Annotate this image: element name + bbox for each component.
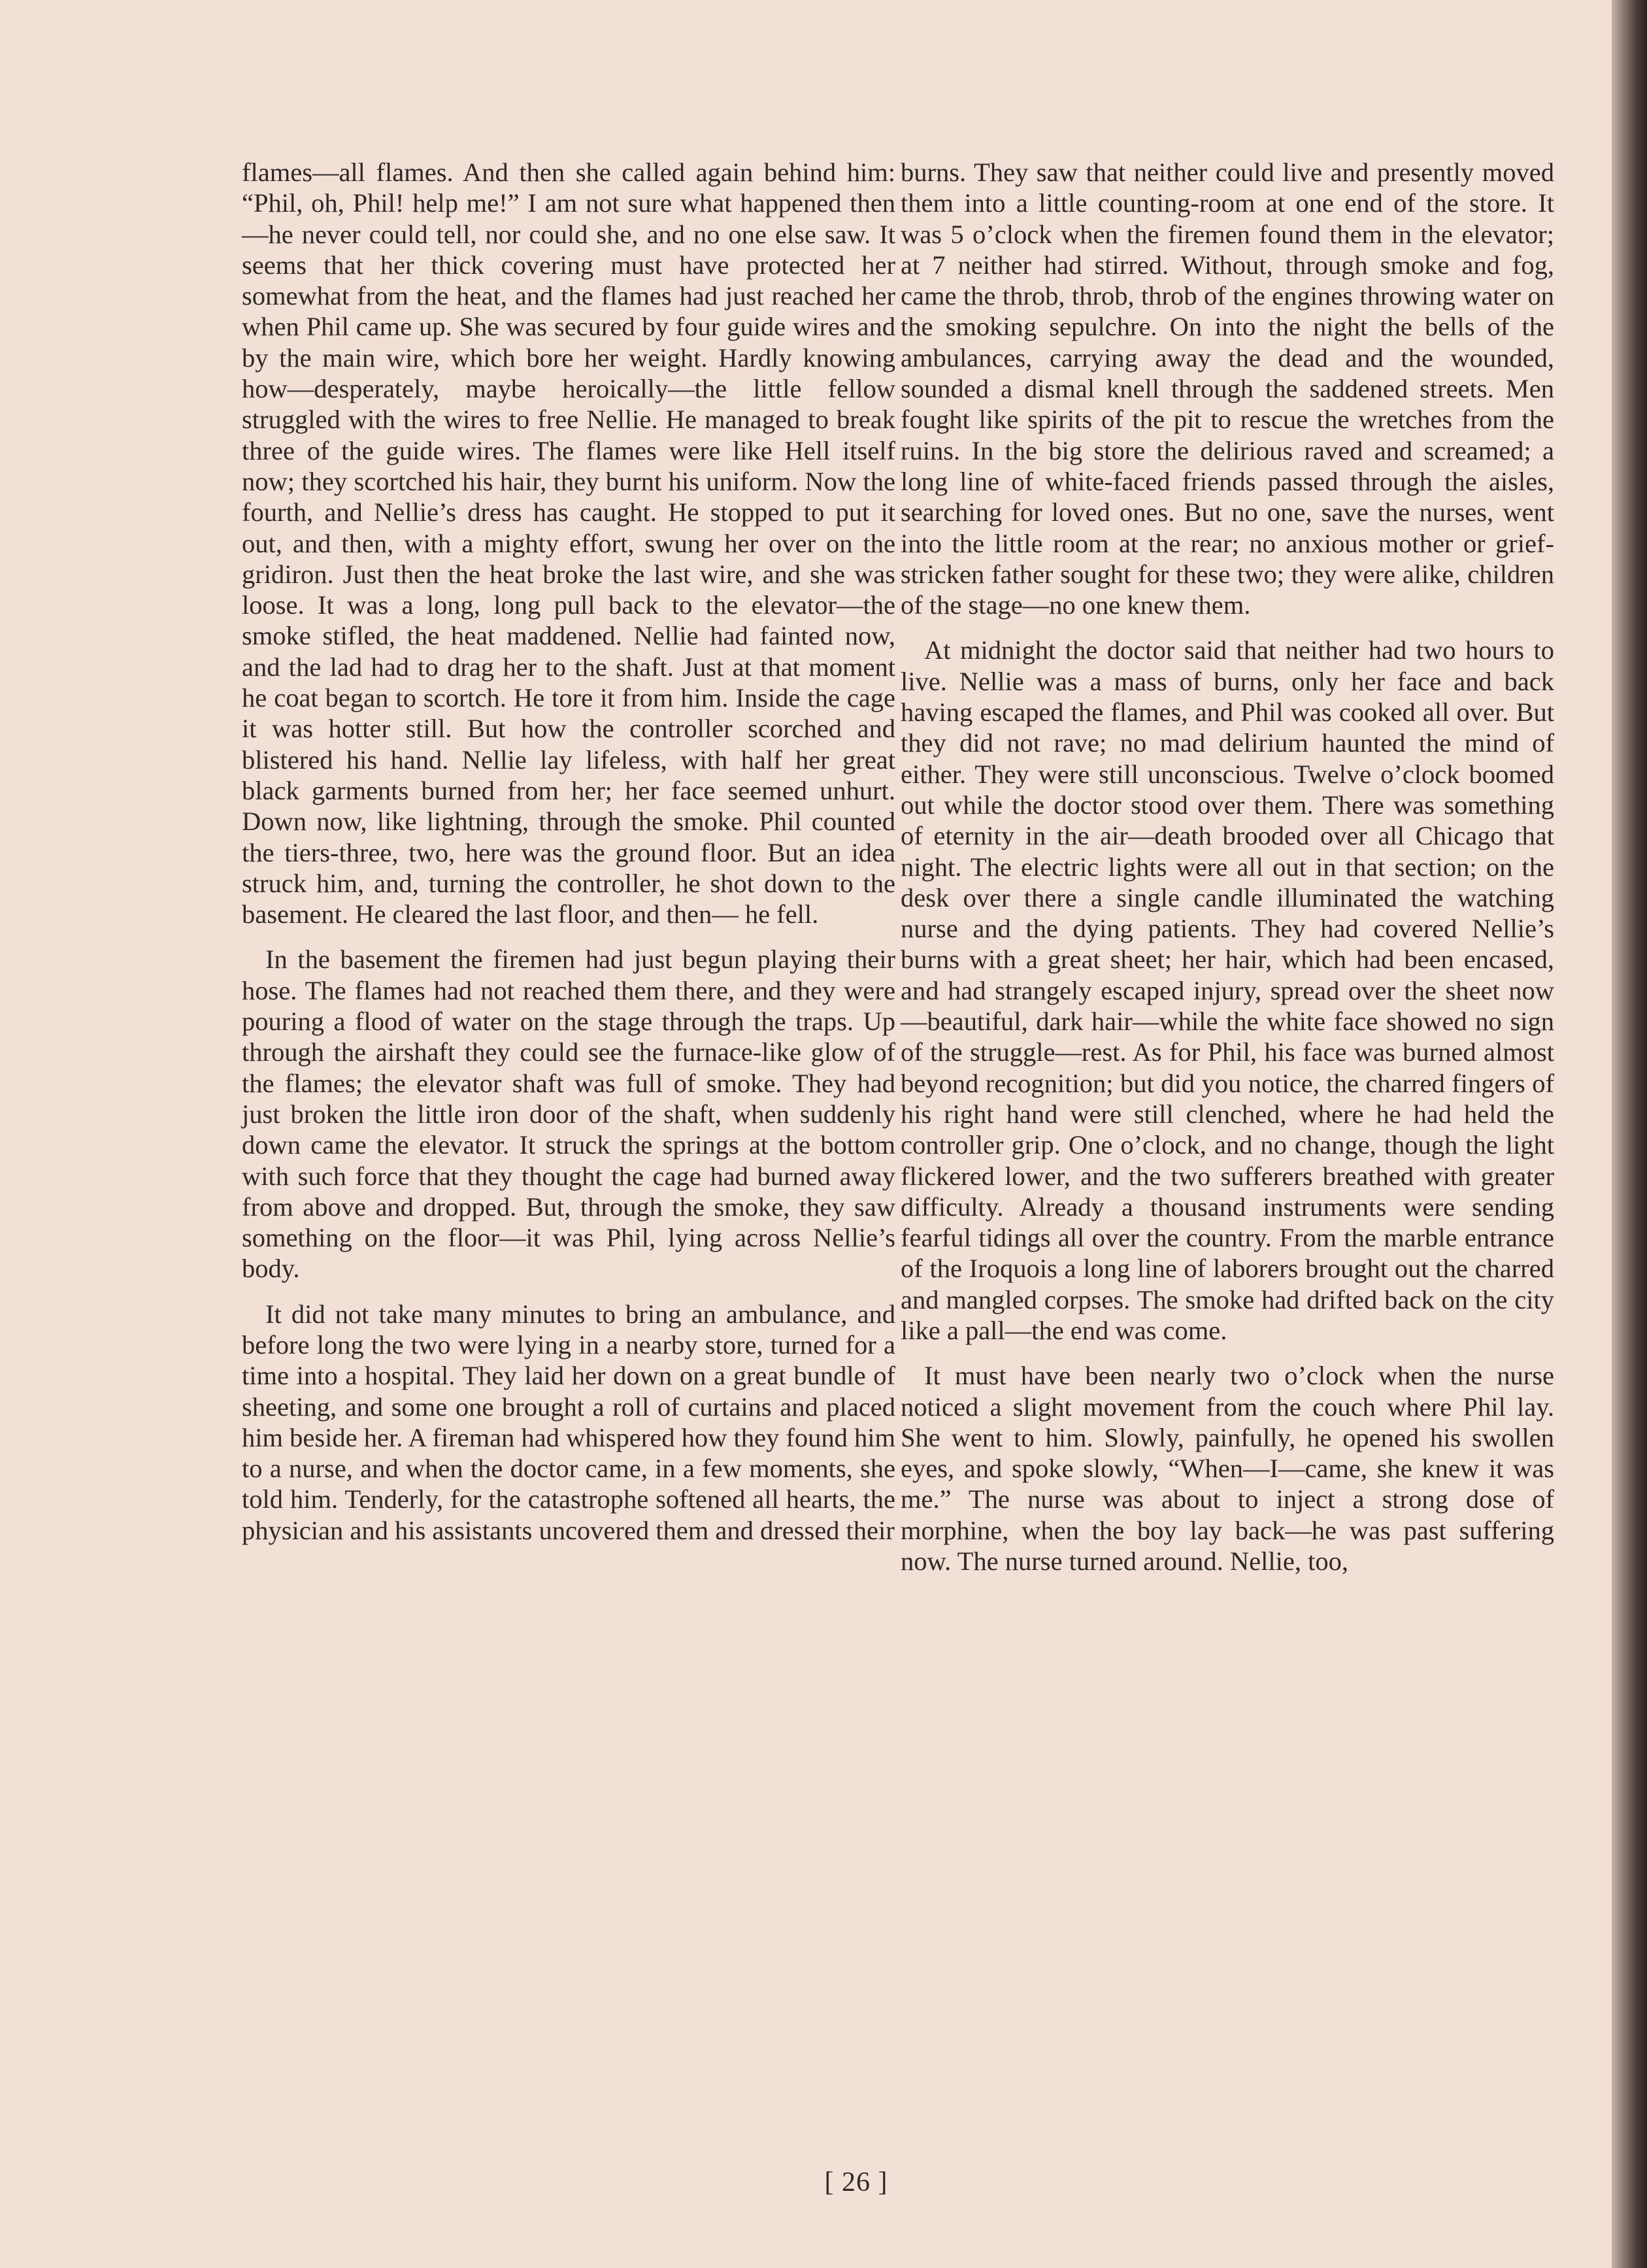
page-number: [ 26 ] <box>824 2167 888 2197</box>
left-column <box>242 157 895 1546</box>
paragraph: It must have been nearly two o’clock when the nurse noticed a slight movement from the couch where Phil lay. She went to him. Slowly, painfully, he opened his swollen eyes, and spoke slowly, “When—I—came, she knew it was me.” The nurse was about to inject a strong dose of morphine, when the boy lay back—he was past suffering now. The nurse turned around. Nellie, too, <box>901 1361 1554 1576</box>
paragraph: burns. They saw that neither could live and presently moved them into a little counting-room at one end of the store. It was 5 o’clock when the firemen found them in the elevator; at 7 neither had stirred. Without, through smoke and fog, came the throb, throb, throb of the engines throwing water on the smoking sepulchre. On into the night the bells of the ambulances, carrying away the dead and the wounded, sounded a dismal knell through the saddened streets. Men fought like spirits of the pit to rescue the wretches from the ruins. In the big store the delirious raved and screamed; a long line of white-faced friends passed through the aisles, searching for loved ones. But no one, save the nurses, went into the little room at the rear; no anxious mother or grief-stricken father sought for these two; they were alike, children of the stage—no one knew them. <box>901 158 1554 620</box>
paragraph: In the basement the firemen had just begun playing their hose. The flames had not reached them there, and they were pouring a flood of water on the stage through the traps. Up through the airshaft they could see the furnace-like glow of the flames; the elevator shaft was full of smoke. They had just broken the little iron door of the shaft, when suddenly down came the elevator. It struck the springs at the bottom with such force that they thought the cage had burned away from above and dropped. But, through the smoke, they saw something on the floor—it was Phil, lying across Nellie’s body. <box>242 944 895 1284</box>
binding-shadow <box>1612 0 1647 2268</box>
paragraph: It did not take many minutes to bring an ambulance, and before long the two were lying in a nearby store, turned for a time into a hospital. They laid her down on a great bundle of sheeting, and some one brought a roll of curtains and placed him beside her. A fireman had whispered how they found him to a nurse, and when the doctor came, in a few moments, she told him. Tenderly, for the catastrophe softened all hearts, the physician and his assistants uncovered them and dressed their <box>242 1299 895 1545</box>
paragraph: At midnight the doctor said that neither had two hours to live. Nellie was a mass of burns, only her face and back having escaped the flames, and Phil was cooked all over. But they did not rave; no mad delirium haunted the mind of either. They were still unconscious. Twelve o’clock boomed out while the doctor stood over them. There was something of eternity in the air—death brooded over all Chicago that night. The electric lights were all out in that section; on the desk over there a single candle illuminated the watching nurse and the dying patients. They had covered Nellie’s burns with a great sheet; her hair, which had been encased, and had strangely escaped injury, spread over the sheet now—beautiful, dark hair—while the white face showed no sign of the struggle—rest. As for Phil, his face was burned almost beyond recognition; but did you notice, the charred fingers of his right hand were still clenched, where he had held the controller grip. One o’clock, and no change, though the light flickered lower, and the two sufferers breathed with greater difficulty. Already a thousand instruments were sending fearful tidings all over the country. From the marble entrance of the Iroquois a long line of laborers brought out the charred and mangled corpses. The smoke had drifted back on the city like a pall—the end was come. <box>901 635 1554 1345</box>
paragraph: flames—all flames. And then she called again behind him: “Phil, oh, Phil! help me!” I am not sure what happened then—he never could tell, nor could she, and no one else saw. It seems that her thick covering must have protected her somewhat from the heat, and the flames had just reached her when Phil came up. She was secured by four guide wires and by the main wire, which bore her weight. Hardly knowing how—desperately, maybe heroically—the little fellow struggled with the wires to free Nellie. He managed to break three of the guide wires. The flames were like Hell itself now; they scortched his hair, they burnt his uniform. Now the fourth, and Nellie’s dress has caught. He stopped to put it out, and then, with a mighty effort, swung her over on the gridiron. Just then the heat broke the last wire, and she was loose. It was a long, long pull back to the elevator—the smoke stifled, the heat maddened. Nellie had fainted now, and the lad had to drag her to the shaft. Just at that moment he coat began to scortch. He tore it from him. Inside the cage it was hotter still. But how the controller scorched and blistered his hand. Nellie lay lifeless, with half her great black garments burned from her; her face seemed unhurt. Down now, like lightning, through the smoke. Phil counted the tiers-three, two, here was the ground floor. But an idea struck him, and, turning the controller, he shot down to the basement. He cleared the last floor, and then— he fell. <box>242 158 895 929</box>
right-column <box>901 157 1554 1576</box>
